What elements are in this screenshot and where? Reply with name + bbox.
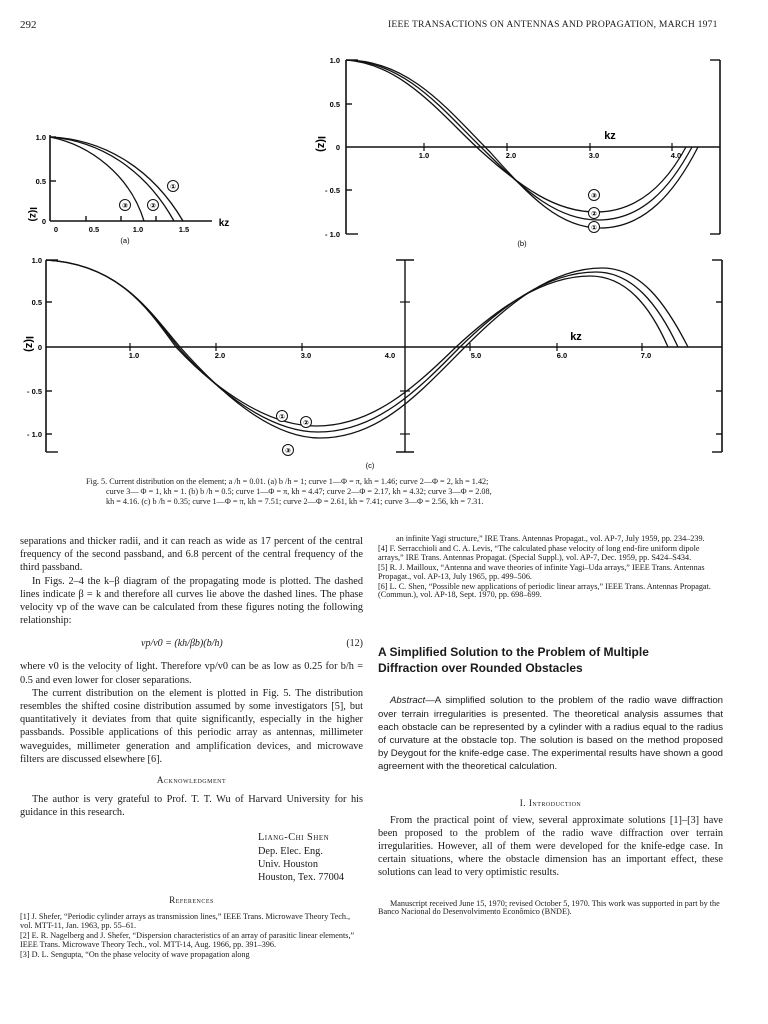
xtick: 4.0 [384, 351, 396, 360]
curve-1 [50, 137, 183, 221]
curve-label: ① [591, 225, 597, 232]
x-axis-label: kz [570, 331, 582, 343]
acknowledgment-text: The author is very grateful to Prof. T. T. Wu of Harvard University for his guidance in this research. [20, 794, 363, 819]
xtick: 4.0 [670, 151, 682, 160]
body-paragraph: In Figs. 2–4 the k–β diagram of the propagating mode is plotted. The dashed lines indicate β = k and therefore all curves lie above the dashed lines. The phase velocity vp of the wave can be calculated from these figures noting the following relationship: [20, 575, 363, 627]
x-axis-label: kz [604, 130, 616, 142]
ytick: - 0.5 [26, 387, 42, 396]
curve-label: ③ [122, 203, 128, 210]
y-axis-label: I(z) [23, 336, 35, 352]
ytick: - 0.5 [324, 186, 340, 195]
curve-2 [346, 60, 692, 220]
curve-label: ③ [285, 448, 291, 455]
reference-item: [5] R. J. Mailloux, “Antenna and wave theories of infinite Yagi–Uda arrays,” IEEE Trans. Antennas Propagat., vol. AP-13, July 1965, pp. 499–506. [378, 562, 705, 581]
curve-label: ② [150, 203, 156, 210]
ytick: 0 [335, 143, 340, 152]
ytick: 1.0 [329, 56, 340, 65]
reference-item: an infinite Yagi structure,” IRE Trans. Antennas Propagat., vol. AP-7, July 1959, pp. 234–239. [396, 534, 705, 543]
xtick: 1.0 [132, 225, 144, 234]
x-axis-label: kz [218, 218, 230, 229]
xtick: 6.0 [556, 351, 568, 360]
y-axis-label: I(z) [315, 136, 327, 152]
reference-item: [3] D. L. Sengupta, “On the phase velocity of wave propagation along [20, 949, 250, 959]
xtick: 3.0 [300, 351, 312, 360]
acknowledgment-heading: Acknowledgment [156, 775, 227, 786]
figure-panel-b [300, 52, 730, 252]
xtick: 1.5 [178, 225, 190, 234]
y-axis-label: I(z) [27, 207, 38, 222]
xtick: 2.0 [505, 151, 517, 160]
xtick: 2.0 [214, 351, 226, 360]
curve-label: ② [303, 420, 309, 427]
body-paragraph: where v0 is the velocity of light. Therefore vp/v0 can be as low as 0.25 for b/h = 0.5 and even lower for closer separations. [20, 661, 363, 686]
xtick: 0 [53, 225, 59, 234]
body-paragraph: The current distribution on the element is plotted in Fig. 5. The distribution resembles the shifted cosine distribution assumed by some investigators [5], but quantitatively it deviates from that quite significantly, especially in the higher passbands. Possible applications of this periodic array as antennas, millimeter waveguides, millimeter generation and amplification devices, and microwave filters are discussed elsewhere [6]. [20, 687, 363, 765]
curve-label: ③ [591, 193, 597, 200]
references-list [20, 913, 363, 960]
ytick: 0 [41, 217, 46, 226]
figure-caption: Fig. 5. Current distribution on the element; a /h = 0.01. (a) b /h = 1; curve 1—Φ = π, kh = 1.46; curve 2—Φ = 2, kh = 1.42; curve 3— Φ = 1, kh = 1. (b) b /h = 0.5; curve 1—Φ = π, kh = 4.47; curve 2—Φ = 2.17, kh = 4.32; curve 3—Φ = 2.08, kh = 4.16. (c) b /h = 0.35; curve 1—Φ = π, kh = 7.51; curve 2—Φ = 2.61, kh = 7.41; curve 3—Φ = 2.56, kh = 7.31. [86, 477, 492, 506]
left-column [20, 535, 363, 961]
references-list-continued [378, 535, 723, 600]
curve-label: ① [170, 184, 176, 191]
reference-item: [4] F. Serracchioli and C. A. Levis, “The calculated phase velocity of long end-fire uniform dipole arrays,” IRE Trans. Antennas Propagat. (Special Suppl.), vol. AP-7, Dec. 1959, pp. S424–S434. [378, 543, 700, 562]
article-title: A Simplified Solution to the Problem of Multiple Diffraction over Rounded Obstacles [378, 645, 649, 676]
manuscript-footnote: Manuscript received June 15, 1970; revised October 5, 1970. This work was supported in part by the Banco Nacional do Desenvolvimento Econômico (BNDE). [378, 898, 720, 917]
xtick: 7.0 [640, 351, 652, 360]
curve-1 [46, 260, 688, 438]
figure-panel-a [20, 125, 250, 245]
ytick: 0.5 [31, 298, 42, 307]
figure-panel-c [20, 252, 730, 472]
panel-label: (c) [365, 461, 375, 470]
reference-item: [6] L. C. Shen, “Possible new applications of periodic linear arrays,” IEEE Trans. Antennas Propagat. (Commun.), vol. AP-18, Sept. 1970, pp. 698–699. [378, 581, 711, 600]
curve-1 [346, 60, 698, 228]
equation-12: vp/v0 = (kh/βb)(b/h) (12) [141, 638, 363, 650]
curve-label: ② [591, 211, 597, 218]
curve-3 [346, 60, 686, 212]
ytick: 1.0 [31, 256, 42, 265]
references-heading: References [169, 895, 214, 906]
author-block: Liang-Chi Shen Dep. Elec. Eng. Univ. Houston Houston, Tex. 77004 [258, 832, 345, 884]
curve-label: ① [279, 414, 285, 421]
xtick: 3.0 [588, 151, 600, 160]
body-paragraph: separations and thicker radii, and it can reach as wide as 17 percent of the central frequency of the second passband, and 6.8 percent of the central frequency of the third passband. [20, 536, 363, 574]
xtick: 1.0 [418, 151, 430, 160]
panel-label: (a) [120, 236, 130, 245]
introduction-text: From the practical point of view, several approximate solutions [1]–[3] have been proposed to the problem of the radio wave diffraction over terrain irregularities. However, all of them were developed for the knife-edge case. In certain situations, where the obstacle dimension has an important effect, these solutions can lead to very optimistic results. [378, 814, 723, 879]
journal-header: IEEE TRANSACTIONS ON ANTENNAS AND PROPAGATION, MARCH 1971 [388, 19, 718, 30]
panel-label: (b) [517, 239, 527, 248]
xtick: 5.0 [470, 351, 482, 360]
ytick: 0.5 [35, 177, 46, 186]
ytick: 0.5 [329, 100, 340, 109]
abstract: Abstract—A simplified solution to the problem of the radio wave diffraction over terrain irregularities is presented. The theoretical analysis assumes that each obstacle can be represented by a cylinder with a radius equal to the radius of curvature at the obstacle top. The solution is based on the method proposed by Deygout for the knife-edge case. The experimental results have shown a good agreement with the theoretical calculation. [378, 695, 723, 773]
curve-2 [46, 260, 678, 432]
xtick: 0.5 [88, 225, 100, 234]
section-heading-introduction: I. Introduction [519, 797, 582, 808]
curve-3 [46, 260, 668, 426]
ytick: - 1.0 [26, 430, 42, 439]
xtick: 1.0 [128, 351, 140, 360]
right-column [378, 535, 723, 917]
page-number: 292 [20, 19, 37, 31]
reference-item: [1] J. Shefer, “Periodic cylinder arrays as transmission lines,” IEEE Trans. Microwave Theory Tech., vol. MTT-11, Jan. 1963, pp. 55–61. [20, 912, 351, 931]
ytick: 0 [37, 343, 42, 352]
ytick: - 1.0 [324, 230, 340, 239]
reference-item: [2] E. R. Nagelberg and J. Shefer, “Dispersion characteristics of an array of parasitic linear elements,” IEEE Trans. Microwave Theory Tech., vol. MTT-14, Aug. 1966, pp. 391–396. [20, 931, 355, 949]
ytick: 1.0 [35, 133, 46, 142]
